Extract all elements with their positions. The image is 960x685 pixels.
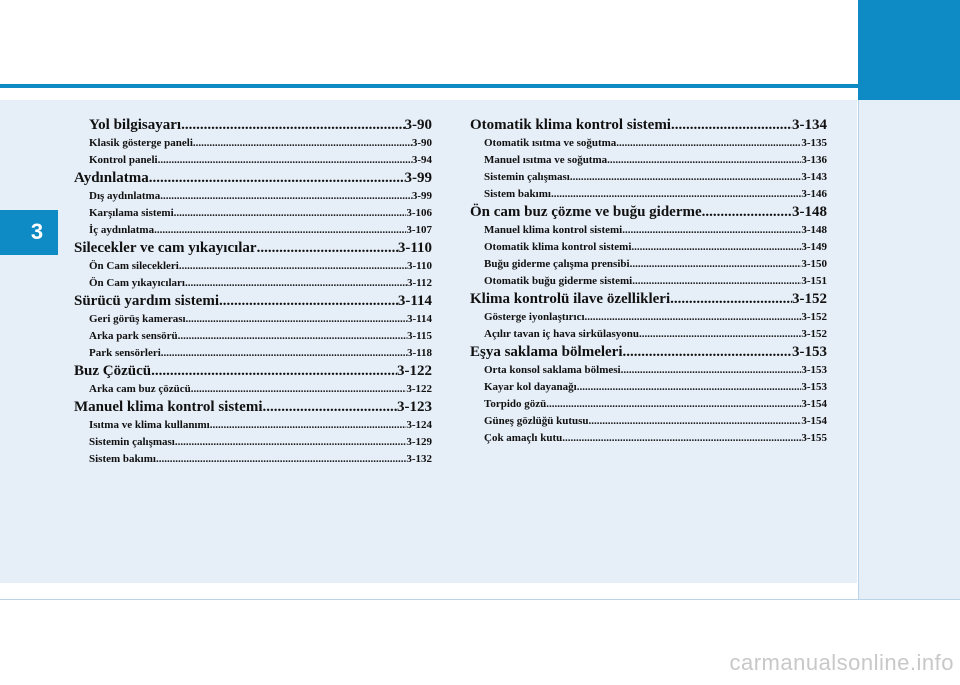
- top-rule: [0, 84, 858, 88]
- toc-entry-title: Buz Çözücü: [74, 363, 152, 379]
- toc-leader-dots: [546, 396, 801, 413]
- toc-entry-page: 3-154: [801, 415, 827, 427]
- toc-entry-page: 3-114: [397, 293, 432, 309]
- toc-section-entry[interactable]: [470, 203, 827, 222]
- toc-entry-title: Manuel klima kontrol sistemi: [74, 399, 263, 415]
- toc-entry-title: Manuel ısıtma ve soğutma: [484, 154, 608, 166]
- toc-leader-dots: [178, 328, 407, 345]
- toc-entry-title: Ön cam buz çözme ve buğu giderme: [470, 204, 702, 220]
- toc-subsection-entry[interactable]: [470, 169, 827, 186]
- toc-subsection-entry[interactable]: [470, 152, 827, 169]
- toc-leader-dots: [175, 434, 406, 451]
- toc-entry-page: 3-149: [801, 241, 827, 253]
- toc-entry-page: 3-153: [801, 381, 827, 393]
- toc-entry-page: 3-132: [406, 453, 432, 465]
- toc-entry-page: 3-114: [406, 313, 432, 325]
- toc-entry-title: Otomatik buğu giderme sistemi: [484, 275, 633, 287]
- toc-entry-title: Sürücü yardım sistemi: [74, 293, 220, 309]
- toc-entry-title: Sistemin çalışması: [89, 436, 175, 448]
- toc-entry-title: Dış aydınlatma: [89, 190, 161, 202]
- toc-leader-dots: [174, 205, 407, 222]
- toc-entry-page: 3-153: [792, 344, 827, 360]
- toc-entry-title: Açılır tavan iç hava sirkülasyonu: [484, 328, 640, 340]
- toc-subsection-entry[interactable]: [470, 326, 827, 343]
- toc-subsection-entry[interactable]: [470, 396, 827, 413]
- toc-subsection-entry[interactable]: [470, 413, 827, 430]
- toc-entry-title: Ön Cam silecekleri: [89, 260, 179, 272]
- toc-entry-page: 3-136: [801, 154, 827, 166]
- toc-entry-page: 3-106: [406, 207, 432, 219]
- toc-subsection-entry[interactable]: [470, 222, 827, 239]
- toc-entry-page: 3-153: [801, 364, 827, 376]
- toc-entry-title: Silecekler ve cam yıkayıcılar: [74, 240, 257, 256]
- toc-leader-dots: [670, 290, 792, 309]
- toc-subsection-entry[interactable]: [74, 152, 432, 169]
- toc-leader-dots: [186, 311, 407, 328]
- toc-leader-dots: [621, 362, 802, 379]
- toc-entry-page: 3-124: [406, 419, 432, 431]
- toc-right-column: [470, 116, 827, 447]
- toc-section-entry[interactable]: [74, 169, 432, 188]
- toc-entry-title: İç aydınlatma: [89, 224, 155, 236]
- toc-entry-title: Kontrol paneli: [89, 154, 158, 166]
- toc-section-entry[interactable]: [470, 343, 827, 362]
- toc-entry-title: Karşılama sistemi: [89, 207, 174, 219]
- toc-subsection-entry[interactable]: [74, 222, 432, 239]
- toc-section-entry[interactable]: [470, 290, 827, 309]
- toc-section-entry[interactable]: [74, 292, 432, 311]
- toc-entry-title: Isıtma ve klima kullanımı: [89, 419, 210, 431]
- toc-subsection-entry[interactable]: [470, 273, 827, 290]
- toc-leader-dots: [589, 413, 802, 430]
- toc-entry-page: 3-148: [801, 224, 827, 236]
- toc-entry-title: Aydınlatma: [74, 170, 149, 186]
- toc-subsection-entry[interactable]: [74, 258, 432, 275]
- toc-leader-dots: [577, 379, 802, 396]
- toc-leader-dots: [158, 152, 412, 169]
- toc-subsection-entry[interactable]: [470, 256, 827, 273]
- toc-subsection-entry[interactable]: [470, 379, 827, 396]
- toc-entry-page: 3-148: [792, 204, 827, 220]
- toc-leader-dots: [570, 169, 801, 186]
- toc-left-column: [74, 116, 432, 468]
- toc-entry-page: 3-107: [406, 224, 432, 236]
- toc-leader-dots: [623, 343, 793, 362]
- toc-subsection-entry[interactable]: [74, 205, 432, 222]
- toc-entry-page: 3-112: [406, 277, 432, 289]
- toc-entry-title: Arka cam buz çözücü: [89, 383, 191, 395]
- toc-subsection-entry[interactable]: [74, 275, 432, 292]
- toc-entry-title: Buğu giderme çalışma prensibi: [484, 258, 630, 270]
- toc-entry-page: 3-134: [792, 117, 827, 133]
- toc-leader-dots: [631, 239, 801, 256]
- toc-leader-dots: [702, 203, 792, 222]
- toc-entry-title: Ön Cam yıkayıcıları: [89, 277, 185, 289]
- toc-subsection-entry[interactable]: [74, 381, 432, 398]
- toc-subsection-entry[interactable]: [74, 345, 432, 362]
- toc-leader-dots: [179, 258, 407, 275]
- toc-entry-page: 3-94: [411, 154, 432, 166]
- toc-entry-page: 3-135: [801, 137, 827, 149]
- toc-leader-dots: [585, 309, 802, 326]
- toc-subsection-entry[interactable]: [74, 328, 432, 345]
- toc-entry-title: Otomatik ısıtma ve soğutma: [484, 137, 617, 149]
- toc-entry-page: 3-152: [801, 328, 827, 340]
- toc-entry-title: Kayar kol dayanağı: [484, 381, 577, 393]
- toc-subsection-entry[interactable]: [74, 188, 432, 205]
- toc-entry-title: Sistem bakımı: [89, 453, 156, 465]
- bottom-rule: [0, 599, 960, 600]
- toc-leader-dots: [210, 417, 407, 434]
- toc-leader-dots: [671, 116, 792, 135]
- sidebar-accent-block: [858, 0, 960, 100]
- toc-entry-page: 3-154: [801, 398, 827, 410]
- toc-leader-dots: [262, 398, 397, 417]
- toc-leader-dots: [193, 135, 412, 152]
- toc-subsection-entry[interactable]: [470, 135, 827, 152]
- toc-entry-title: Sistem bakımı: [484, 188, 551, 200]
- toc-entry-title: Torpido gözü: [484, 398, 547, 410]
- toc-entry-page: 3-152: [801, 311, 827, 323]
- toc-leader-dots: [160, 188, 412, 205]
- toc-entry-title: Park sensörleri: [89, 347, 161, 359]
- toc-leader-dots: [161, 345, 407, 362]
- toc-entry-page: 3-90: [411, 137, 432, 149]
- toc-entry-title: Klasik gösterge paneli: [89, 137, 193, 149]
- toc-leader-dots: [149, 169, 405, 188]
- toc-leader-dots: [639, 326, 801, 343]
- toc-leader-dots: [607, 152, 801, 169]
- toc-entry-title: Manuel klima kontrol sistemi: [484, 224, 623, 236]
- toc-leader-dots: [551, 186, 801, 203]
- toc-leader-dots: [151, 362, 397, 381]
- toc-entry-title: Çok amaçlı kutu: [484, 432, 563, 444]
- toc-subsection-entry[interactable]: [74, 135, 432, 152]
- toc-section-entry[interactable]: [74, 116, 432, 135]
- toc-leader-dots: [154, 222, 406, 239]
- toc-leader-dots: [219, 292, 398, 311]
- toc-entry-title: Geri görüş kamerası: [89, 313, 186, 325]
- toc-subsection-entry[interactable]: [74, 434, 432, 451]
- toc-entry-page: 3-110: [406, 260, 432, 272]
- toc-entry-page: 3-150: [801, 258, 827, 270]
- toc-entry-page: 3-122: [397, 363, 432, 379]
- toc-leader-dots: [562, 430, 801, 447]
- toc-section-entry[interactable]: [74, 239, 432, 258]
- toc-section-entry[interactable]: [470, 116, 827, 135]
- toc-entry-page: 3-118: [406, 347, 432, 359]
- toc-entry-page: 3-143: [801, 171, 827, 183]
- toc-entry-title: Arka park sensörü: [89, 330, 178, 342]
- toc-entry-page: 3-90: [404, 117, 432, 133]
- toc-section-entry[interactable]: [74, 398, 432, 417]
- toc-entry-page: 3-146: [801, 188, 827, 200]
- toc-section-entry[interactable]: [74, 362, 432, 381]
- toc-entry-page: 3-129: [406, 436, 432, 448]
- toc-entry-title: Sistemin çalışması: [484, 171, 570, 183]
- toc-entry-title: Otomatik klima kontrol sistemi: [484, 241, 632, 253]
- toc-leader-dots: [191, 381, 407, 398]
- toc-entry-page: 3-152: [792, 291, 827, 307]
- toc-entry-title: Eşya saklama bölmeleri: [470, 344, 623, 360]
- toc-leader-dots: [622, 222, 801, 239]
- toc-entry-page: 3-99: [411, 190, 432, 202]
- toc-leader-dots: [257, 239, 398, 258]
- toc-entry-title: Güneş gözlüğü kutusu: [484, 415, 589, 427]
- toc-entry-page: 3-110: [397, 240, 432, 256]
- watermark: carmanualsonline.info: [729, 650, 954, 675]
- toc-entry-page: 3-99: [404, 170, 432, 186]
- toc-subsection-entry[interactable]: [470, 186, 827, 203]
- toc-leader-dots: [630, 256, 802, 273]
- toc-subsection-entry[interactable]: [74, 417, 432, 434]
- toc-entry-page: 3-123: [397, 399, 432, 415]
- toc-leader-dots: [185, 275, 407, 292]
- toc-subsection-entry[interactable]: [470, 239, 827, 256]
- toc-leader-dots: [181, 116, 404, 135]
- toc-subsection-entry[interactable]: [470, 309, 827, 326]
- toc-entry-title: Orta konsol saklama bölmesi: [484, 364, 621, 376]
- toc-subsection-entry[interactable]: [74, 311, 432, 328]
- chapter-tab-number: 3: [30, 219, 44, 244]
- toc-subsection-entry[interactable]: [74, 451, 432, 468]
- toc-leader-dots: [616, 135, 801, 152]
- toc-subsection-entry[interactable]: [470, 430, 827, 447]
- toc-entry-page: 3-151: [801, 275, 827, 287]
- toc-leader-dots: [632, 273, 801, 290]
- toc-entry-title: Otomatik klima kontrol sistemi: [470, 117, 671, 133]
- toc-entry-page: 3-115: [406, 330, 432, 342]
- toc-entry-title: Klima kontrolü ilave özellikleri: [470, 291, 671, 307]
- toc-entry-page: 3-122: [406, 383, 432, 395]
- toc-subsection-entry[interactable]: [470, 362, 827, 379]
- sidebar-strip: [858, 100, 960, 600]
- toc-entry-page: 3-155: [801, 432, 827, 444]
- toc-entry-title: Yol bilgisayarı: [89, 117, 182, 133]
- toc-leader-dots: [156, 451, 406, 468]
- toc-entry-title: Gösterge iyonlaştırıcı: [484, 311, 585, 323]
